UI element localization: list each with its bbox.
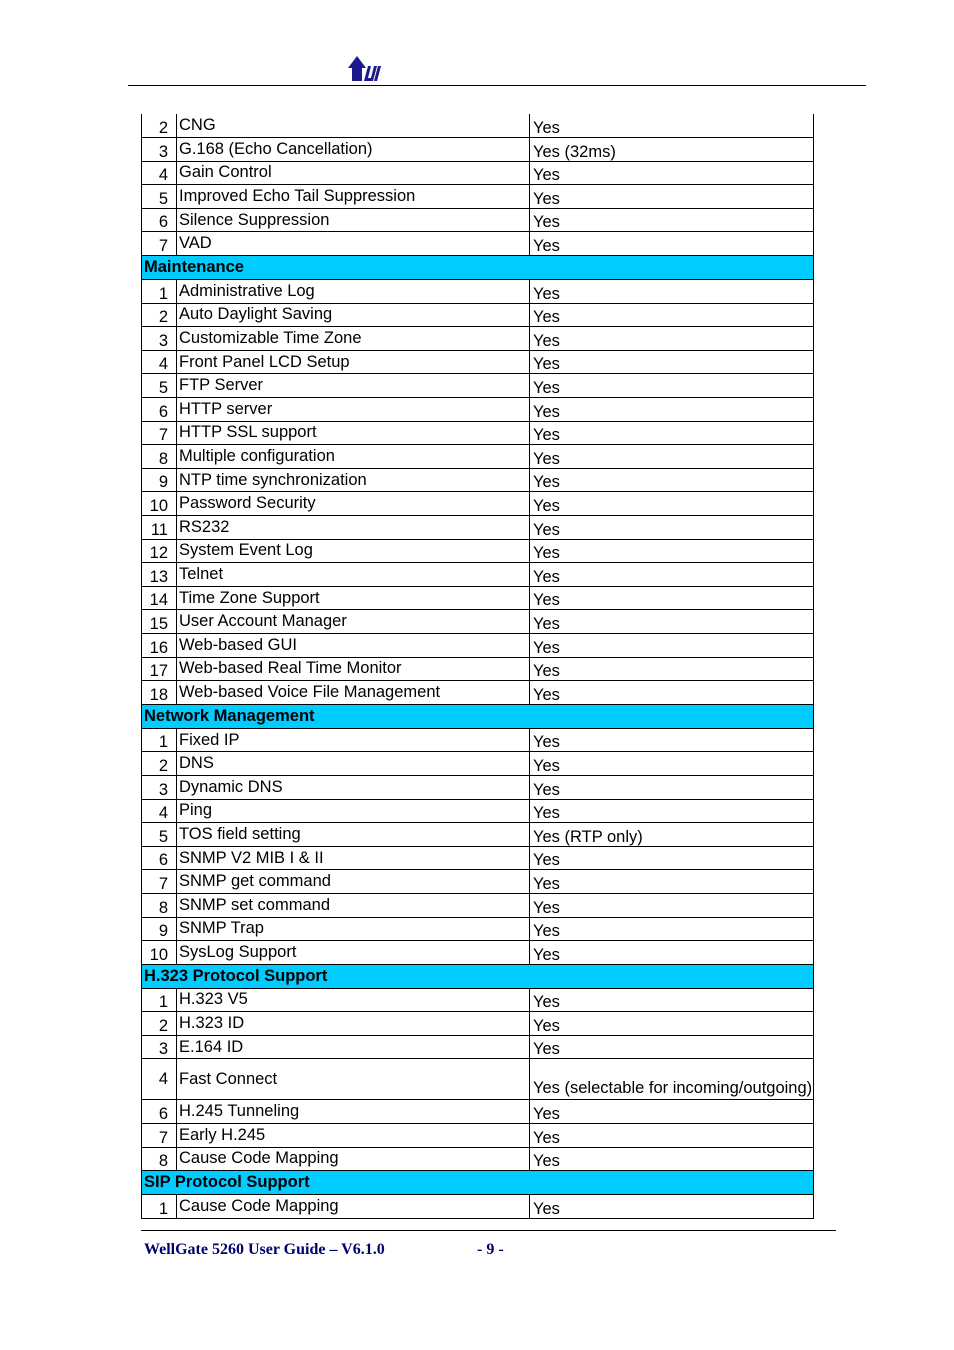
table-row [142,1035,814,1059]
row-number: 7 [142,1124,177,1148]
feature-name: SNMP Trap [177,917,530,941]
table-row [142,350,814,374]
row-number: 10 [142,492,177,516]
table-row [142,1124,814,1148]
feature-table [141,114,814,1219]
row-number: 2 [142,114,177,138]
table-row [142,657,814,681]
feature-support: Yes [530,1035,814,1059]
table-row [142,1059,814,1100]
feature-name: Early H.245 [177,1124,530,1148]
table-row [142,823,814,847]
row-number: 7 [142,421,177,445]
feature-name: Customizable Time Zone [177,327,530,351]
row-number: 3 [142,327,177,351]
table-row [142,303,814,327]
feature-support: Yes [530,728,814,752]
table-row [142,610,814,634]
table-row [142,421,814,445]
table-row [142,232,814,256]
row-number: 6 [142,208,177,232]
feature-support: Yes (RTP only) [530,823,814,847]
table-row [142,492,814,516]
table-row [142,563,814,587]
feature-name: Fast Connect [177,1059,530,1100]
feature-name: Silence Suppression [177,208,530,232]
row-number: 7 [142,870,177,894]
feature-support: Yes [530,893,814,917]
feature-support: Yes [530,586,814,610]
section-header-row [142,1171,814,1195]
feature-support: Yes [530,846,814,870]
feature-name: H.323 V5 [177,988,530,1012]
row-number: 11 [142,516,177,540]
section-title: H.323 Protocol Support [142,964,814,988]
feature-support: Yes (32ms) [530,138,814,162]
feature-support: Yes (selectable for incoming/outgoing) [530,1059,814,1100]
row-number: 6 [142,1100,177,1124]
feature-name: Web-based Voice File Management [177,681,530,705]
section-title: Network Management [142,704,814,728]
feature-name: VAD [177,232,530,256]
table-row [142,917,814,941]
feature-name: Ping [177,799,530,823]
feature-name: E.164 ID [177,1035,530,1059]
feature-name: CNG [177,114,530,138]
feature-name: FTP Server [177,374,530,398]
table-row [142,775,814,799]
feature-name: User Account Manager [177,610,530,634]
section-header-row [142,704,814,728]
table-row [142,208,814,232]
feature-support: Yes [530,161,814,185]
feature-support: Yes [530,350,814,374]
table-row [142,941,814,965]
feature-support: Yes [530,398,814,422]
row-number: 6 [142,398,177,422]
row-number: 5 [142,374,177,398]
feature-name: Front Panel LCD Setup [177,350,530,374]
table-row [142,752,814,776]
feature-support: Yes [530,657,814,681]
feature-name: H.245 Tunneling [177,1100,530,1124]
feature-support: Yes [530,114,814,138]
feature-support: Yes [530,374,814,398]
feature-support: Yes [530,280,814,304]
feature-support: Yes [530,185,814,209]
row-number: 8 [142,445,177,469]
row-number: 13 [142,563,177,587]
footer-doc-title: WellGate 5260 User Guide – V6.1.0 [144,1241,385,1258]
row-number: 4 [142,799,177,823]
feature-support: Yes [530,539,814,563]
company-logo-icon [348,54,382,82]
feature-name: SNMP V2 MIB I & II [177,846,530,870]
feature-support: Yes [530,1147,814,1171]
feature-name: HTTP server [177,398,530,422]
row-number: 14 [142,586,177,610]
feature-name: Password Security [177,492,530,516]
feature-support: Yes [530,563,814,587]
footer-rule [141,1230,836,1231]
table-row [142,633,814,657]
feature-support: Yes [530,752,814,776]
table-row [142,280,814,304]
table-row [142,681,814,705]
table-row [142,988,814,1012]
feature-support: Yes [530,1012,814,1036]
feature-name: H.323 ID [177,1012,530,1036]
table-row [142,893,814,917]
section-header-row [142,964,814,988]
feature-name: HTTP SSL support [177,421,530,445]
feature-name: Web-based GUI [177,633,530,657]
feature-support: Yes [530,799,814,823]
table-row [142,138,814,162]
feature-name: Time Zone Support [177,586,530,610]
row-number: 6 [142,846,177,870]
table-row [142,870,814,894]
feature-name: SNMP get command [177,870,530,894]
row-number: 1 [142,280,177,304]
feature-name: Dynamic DNS [177,775,530,799]
row-number: 4 [142,350,177,374]
table-row [142,516,814,540]
table-row [142,799,814,823]
table-row [142,1012,814,1036]
feature-name: Fixed IP [177,728,530,752]
feature-support: Yes [530,1100,814,1124]
feature-table-body [142,114,814,1218]
feature-support: Yes [530,232,814,256]
feature-support: Yes [530,445,814,469]
feature-name: Web-based Real Time Monitor [177,657,530,681]
table-row [142,728,814,752]
feature-name: DNS [177,752,530,776]
feature-name: RS232 [177,516,530,540]
row-number: 3 [142,1035,177,1059]
table-row [142,114,814,138]
row-number: 9 [142,468,177,492]
row-number: 12 [142,539,177,563]
row-number: 2 [142,303,177,327]
feature-name: SysLog Support [177,941,530,965]
feature-support: Yes [530,468,814,492]
table-row [142,445,814,469]
table-row [142,539,814,563]
row-number: 10 [142,941,177,965]
feature-name: G.168 (Echo Cancellation) [177,138,530,162]
row-number: 18 [142,681,177,705]
row-number: 1 [142,1195,177,1219]
feature-support: Yes [530,610,814,634]
feature-support: Yes [530,775,814,799]
row-number: 8 [142,893,177,917]
feature-support: Yes [530,421,814,445]
feature-name: System Event Log [177,539,530,563]
feature-support: Yes [530,633,814,657]
table-row [142,586,814,610]
feature-name: SNMP set command [177,893,530,917]
feature-support: Yes [530,988,814,1012]
row-number: 3 [142,138,177,162]
row-number: 5 [142,823,177,847]
feature-support: Yes [530,917,814,941]
feature-name: Administrative Log [177,280,530,304]
feature-support: Yes [530,1195,814,1219]
feature-name: NTP time synchronization [177,468,530,492]
feature-name: Multiple configuration [177,445,530,469]
feature-support: Yes [530,208,814,232]
row-number: 7 [142,232,177,256]
row-number: 17 [142,657,177,681]
table-row [142,468,814,492]
table-row [142,398,814,422]
feature-name: Cause Code Mapping [177,1147,530,1171]
row-number: 8 [142,1147,177,1171]
feature-name: Improved Echo Tail Suppression [177,185,530,209]
table-row [142,1147,814,1171]
table-row [142,1195,814,1219]
row-number: 2 [142,752,177,776]
row-number: 15 [142,610,177,634]
row-number: 3 [142,775,177,799]
row-number: 4 [142,1059,177,1100]
table-row [142,327,814,351]
table-row [142,185,814,209]
feature-name: Telnet [177,563,530,587]
table-row [142,846,814,870]
row-number: 2 [142,1012,177,1036]
feature-support: Yes [530,1124,814,1148]
feature-name: TOS field setting [177,823,530,847]
feature-name: Auto Daylight Saving [177,303,530,327]
row-number: 16 [142,633,177,657]
feature-support: Yes [530,327,814,351]
section-title: SIP Protocol Support [142,1171,814,1195]
row-number: 1 [142,988,177,1012]
feature-support: Yes [530,870,814,894]
feature-support: Yes [530,516,814,540]
feature-support: Yes [530,492,814,516]
table-row [142,374,814,398]
feature-name: Cause Code Mapping [177,1195,530,1219]
section-header-row [142,256,814,280]
row-number: 1 [142,728,177,752]
feature-support: Yes [530,681,814,705]
table-row [142,1100,814,1124]
section-title: Maintenance [142,256,814,280]
row-number: 5 [142,185,177,209]
row-number: 9 [142,917,177,941]
row-number: 4 [142,161,177,185]
header-rule [128,85,866,86]
table-row [142,161,814,185]
feature-support: Yes [530,303,814,327]
feature-name: Gain Control [177,161,530,185]
feature-support: Yes [530,941,814,965]
footer-page-number: - 9 - [477,1241,504,1258]
